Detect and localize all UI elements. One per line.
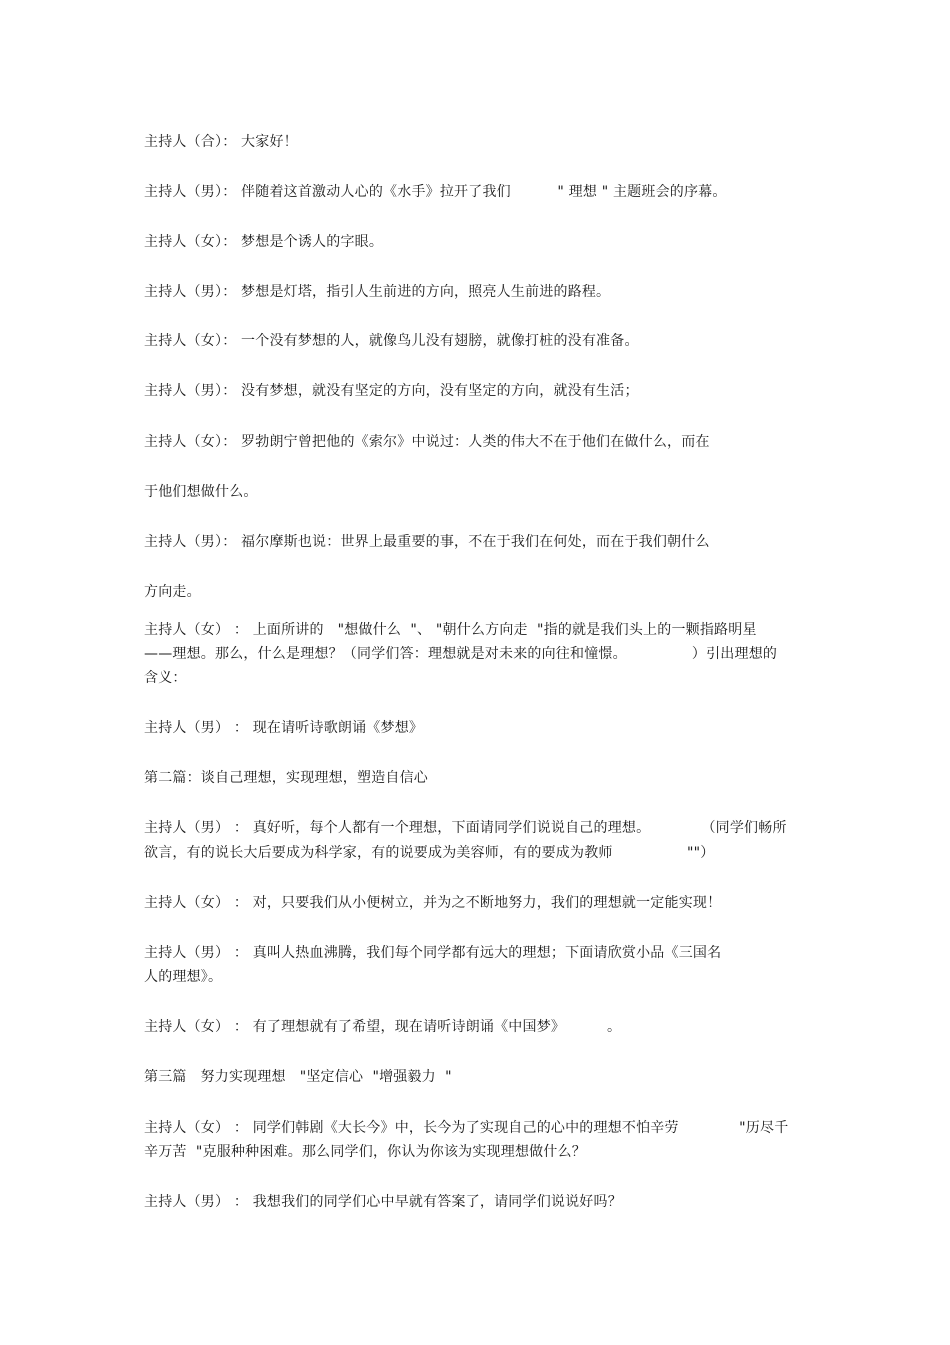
text-line: 含义： [144, 670, 187, 686]
section-heading: 第三篇 努力实现理想 "坚定信心 "增强毅力 " [144, 1069, 452, 1085]
text-line: 主持人（男） ： 真好听，每个人都有一个理想，下面请同学们说说自己的理想。 （同学们畅所 [144, 820, 787, 836]
text-line: 人的理想》。 [144, 969, 223, 985]
text-line: 主持人（男）： 伴随着这首激动人心的《水手》拉开了我们 " 理想 " 主题班会的序幕。 [144, 184, 727, 200]
text-line: 主持人（女） ： 有了理想就有了希望，现在请听诗朗诵《中国梦》 。 [144, 1019, 622, 1035]
text-line: 主持人（女）： 梦想是个诱人的字眼。 [144, 234, 384, 250]
text-line: ——理想。那么，什么是理想？（同学们答：理想就是对未来的向往和憧憬。 ）引出理想的 [144, 646, 778, 662]
text-line: 主持人（男）： 梦想是灯塔，指引人生前进的方向，照亮人生前进的路程。 [144, 284, 611, 300]
text-line: 主持人（女）： 罗勃朗宁曾把他的《索尔》中说过：人类的伟大不在于他们在做什么，而在 [144, 434, 710, 450]
text-line: 主持人（男） ： 真叫人热血沸腾，我们每个同学都有远大的理想；下面请欣赏小品《三国名 [144, 945, 722, 961]
text-line: 主持人（女） ： 同学们韩剧《大长今》中，长今为了实现自己的心中的理想不怕辛劳 "历尽千 [144, 1120, 789, 1136]
text-line: 欲言，有的说长大后要成为科学家，有的说要成为美容师，有的要成为教师 ""） [144, 845, 715, 861]
text-line: 主持人（男） ： 现在请听诗歌朗诵《梦想》 [144, 720, 424, 736]
text-line: 主持人（男） ： 我想我们的同学们心中早就有答案了，请同学们说说好吗？ [144, 1194, 622, 1210]
text-line: 于他们想做什么。 [144, 484, 258, 500]
text-line: 主持人（女）： 一个没有梦想的人，就像鸟儿没有翅膀，就像打桩的没有准备。 [144, 333, 639, 349]
text-line: 辛万苦 "克服种种困难。那么同学们，你认为你该为实现理想做什么？ [144, 1144, 586, 1160]
text-line: 方向走。 [144, 584, 201, 600]
text-line: 主持人（合）： 大家好！ [144, 134, 298, 150]
text-line: 主持人（男）： 福尔摩斯也说：世界上最重要的事，不在于我们在何处，而在于我们朝什么 [144, 534, 710, 550]
text-line: 主持人（女） ： 对，只要我们从小便树立，并为之不断地努力，我们的理想就一定能实现！ [144, 895, 722, 911]
text-line: 主持人（女） ： 上面所讲的 "想做什么 "、 "朝什么方向走 "指的就是我们头上的一颗指路明星 [144, 622, 757, 638]
section-heading: 第二篇：谈自己理想，实现理想，塑造自信心 [144, 770, 428, 786]
text-line: 主持人（男）： 没有梦想，就没有坚定的方向，没有坚定的方向，就没有生活； [144, 383, 639, 399]
